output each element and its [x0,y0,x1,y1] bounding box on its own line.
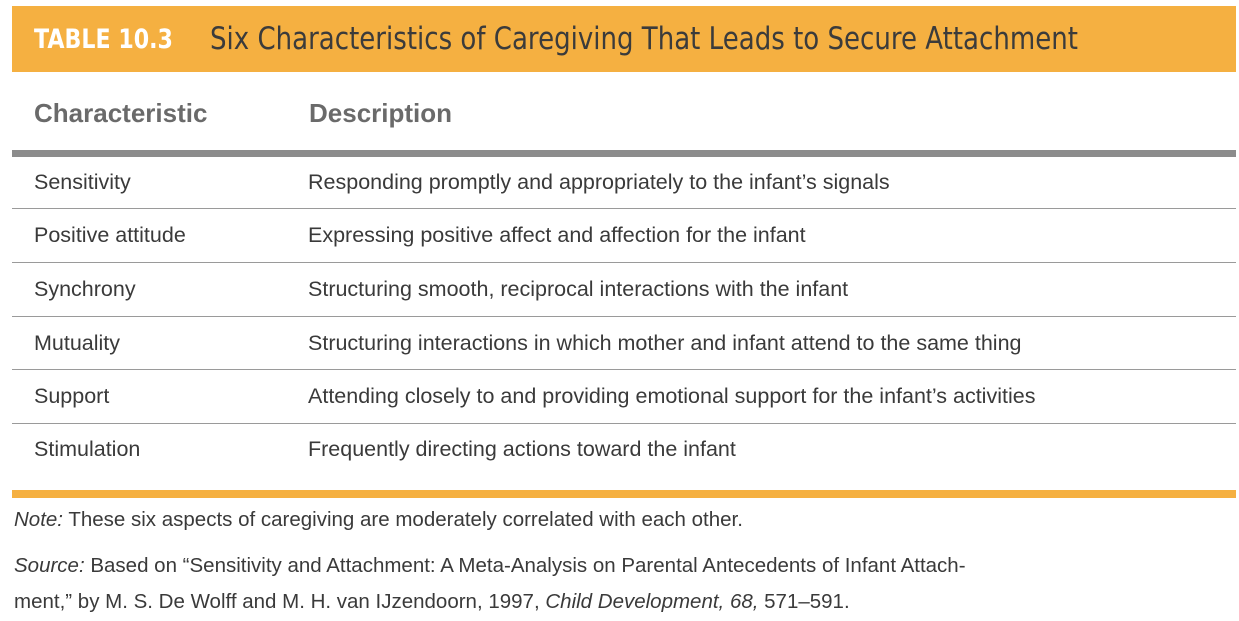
table-row [12,424,1236,477]
table-row [12,157,1236,210]
source-label: Source: [14,554,85,577]
note-text: These six aspects of caregiving are moderately correlated with each other. [63,508,743,531]
row-characteristic: Positive attitude [34,223,186,247]
table-header-row [12,82,1236,148]
source-line-2 [14,584,1229,620]
source-text-2: ment,” by M. S. De Wolff and M. H. van IJzendoorn, 1997, [14,590,546,613]
row-characteristic: Support [34,384,110,408]
column-header-characteristic: Characteristic [34,98,208,128]
row-characteristic: Sensitivity [34,170,131,194]
table-row [12,264,1236,317]
row-description: Frequently directing actions toward the infant [308,437,736,461]
row-description: Expressing positive affect and affection for the infant [308,223,806,247]
table-note [14,508,1229,532]
table-bottom-rule [12,490,1236,498]
row-divider [12,316,1236,317]
source-line-1 [14,548,1229,584]
row-description: Structuring smooth, reciprocal interactions with the infant [308,277,849,301]
table-source [14,548,1229,620]
row-divider [12,262,1236,263]
row-characteristic: Synchrony [34,277,136,301]
column-header-description: Description [309,98,453,128]
source-text-1: Based on “Sensitivity and Attachment: A Meta-Analysis on Parental Antecedents of Infant Attach- [84,554,966,577]
row-characteristic: Mutuality [34,331,121,355]
table-row [12,210,1236,263]
header-divider [12,150,1236,157]
row-description: Attending closely to and providing emotional support for the infant’s activities [308,384,1036,408]
table-row [12,371,1236,424]
table-title-bar [12,6,1236,72]
row-divider [12,369,1236,370]
table-row [12,318,1236,371]
row-description: Structuring interactions in which mother and infant attend to the same thing [308,331,1022,355]
table-label: TABLE 10.3 [34,23,173,55]
note-label: Note: [14,508,63,531]
source-pages: 571–591. [758,590,850,613]
row-description: Responding promptly and appropriately to the infant’s signals [308,170,890,194]
source-journal: Child Development, 68, [545,590,759,613]
row-divider [12,208,1236,209]
table-title: Six Characteristics of Caregiving That Leads to Secure Attachment [210,21,1078,57]
row-characteristic: Stimulation [34,437,141,461]
